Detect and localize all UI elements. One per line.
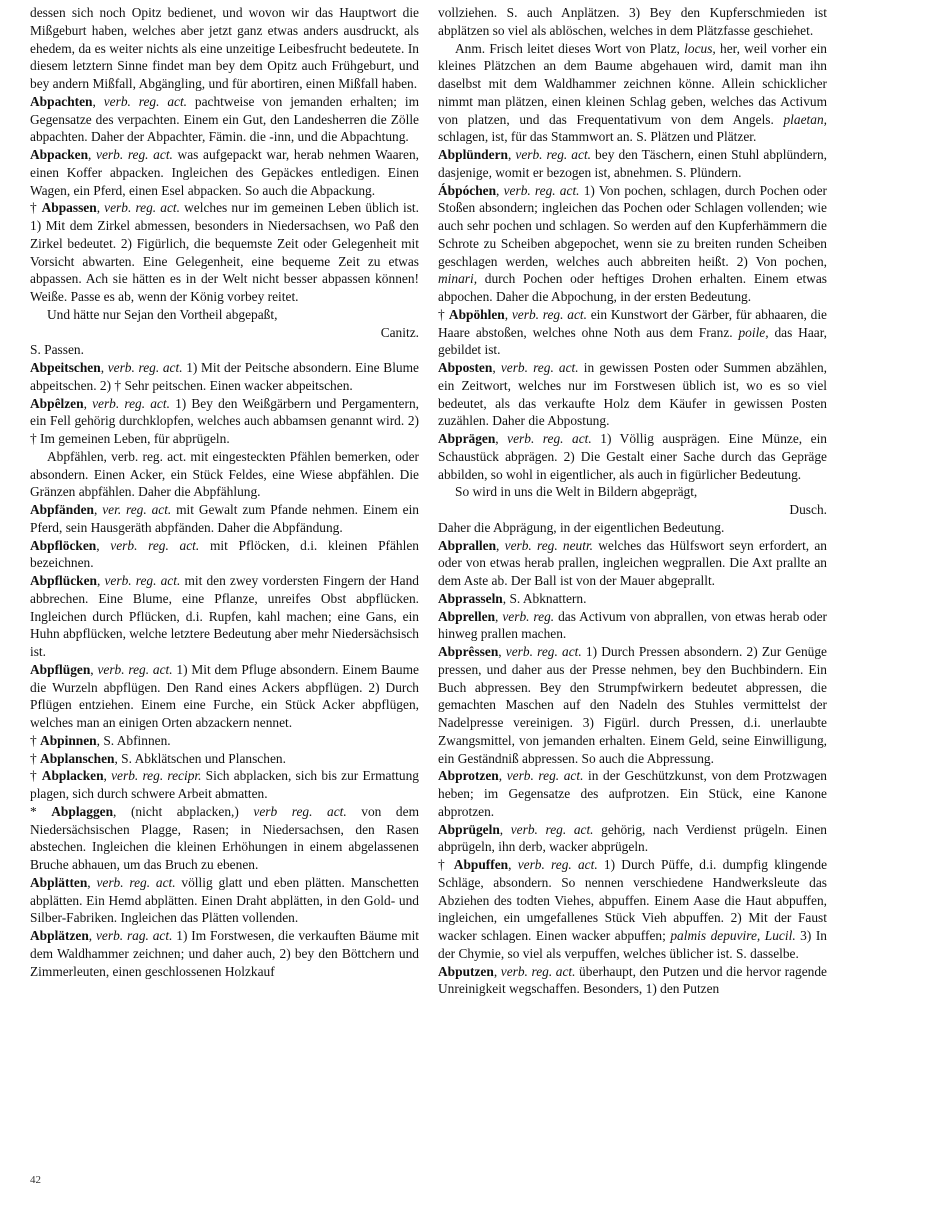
- entry-text: , S. Abknattern.: [502, 590, 587, 606]
- dictionary-entry: [438, 306, 827, 359]
- dictionary-entry: [30, 448, 419, 501]
- dictionary-entry: [30, 395, 419, 448]
- headword: Abprotzen: [438, 768, 499, 784]
- headword: Abprallen: [438, 537, 497, 553]
- dictionary-entry: [30, 146, 419, 199]
- headword: Abpöhlen: [448, 306, 505, 322]
- entry-text: ein Kunstwort der Gärber, für abhaaren, die Haare abstoßen, welches ohne Noth aus dem Franz.: [438, 306, 827, 340]
- entry-text: †: [30, 750, 41, 766]
- entry-text: von dem Niedersächsischen Plagge, Rasen; in Niedersachsen, den Rasen abstechen. Ingleichen die kleinen Erhöhungen in einem abgelassenen Bruche abhauen, um das Bruch zu ebenen.: [30, 803, 419, 872]
- right-column: [438, 4, 827, 998]
- headword: Abprägen: [438, 431, 496, 446]
- entry-text: bey den Täschern, einen Stuhl abplündern, dasjenige, womit er bezogen ist, abnehmen. S. Plündern.: [438, 147, 827, 180]
- grammar-label: verb. reg. act.: [104, 200, 180, 216]
- dictionary-entry: [438, 821, 827, 857]
- entry-text: Canitz.: [380, 324, 419, 340]
- entry-text: †: [438, 306, 449, 322]
- entry-text: ,: [492, 360, 501, 375]
- grammar-label: palmis depuvire, Lucil.: [670, 928, 796, 943]
- entry-text: mit Gewalt zum Pfande nehmen. Einem ein Pferd, sein Hausgeräth abpfänden. Daher die Abpfändung.: [30, 502, 419, 535]
- headword: Abprügeln: [438, 821, 500, 837]
- entry-text: 1) Bey den Weißgärbern und Pergamentern, ein Fell gehörig durchklopfen, welches auch abbamsen genannt wird. 2) † Im gemeinen Leben, für abprügeln.: [30, 395, 419, 446]
- grammar-label: verb. reg. act.: [500, 963, 576, 979]
- grammar-label: verb. reg. act.: [507, 431, 592, 446]
- entry-text: ,: [493, 963, 501, 979]
- grammar-label: verb. reg. act.: [515, 147, 592, 162]
- headword: Abpêlzen: [30, 395, 84, 411]
- dictionary-entry: [438, 40, 827, 147]
- dictionary-entry: [30, 750, 419, 768]
- headword: Abpachten: [30, 93, 93, 109]
- dictionary-entry: [30, 501, 419, 537]
- entry-text: 1) Durch Püffe, d.i. dumpfig klingende Schläge, absondern. So nennen verschiedene Handwerksleute das Abziehen des todten Viehes, abpuffen. Einem Aase die Haut abpuffen, ingleichen, ein umgefallenes Stück Vieh abpuffen. 2) Mit der Faust wacker schlagen. Einen wacker abpuffen;: [438, 857, 828, 943]
- entry-text: ,: [103, 768, 112, 784]
- entry-text: mit Pflöcken, d.i. kleinen Pfählen bezeichnen.: [30, 537, 419, 571]
- entry-text: Daher die Abprägung, in der eigentlichen Bedeutung.: [438, 519, 725, 535]
- entry-text: 1) Mit dem Pfluge absondern. Einem Baume die Wurzeln abpflügen. Den Rand eines Ackers abpflügen. 2) Durch Pflügen entziehen. Einem eine Furche, ein Stück Acker abpflügen, welches man an einigen Orten abzackern nennet.: [30, 661, 419, 730]
- headword: Abplätzen: [30, 928, 89, 943]
- entry-text: ,: [88, 928, 96, 943]
- entry-text: ,: [496, 537, 505, 553]
- entry-text: , S. Abklätschen und Planschen.: [114, 750, 286, 766]
- entry-text: vollziehen. S. auch Anplätzen. 3) Bey den Kupferschmieden ist abplätzen so viel als ablöschen, welches in dem Plätzfasse geschiehet.: [438, 5, 827, 38]
- entry-text: , (nicht abplacken,): [113, 803, 254, 819]
- headword: Abprellen: [438, 608, 496, 624]
- dictionary-entry: [30, 4, 419, 93]
- entry-text: pachtweise von jemanden erhalten; im Gegensatze des verpachten. Einem ein Gut, den Landesherren die Zölle abpachten. Daher der Abpachter, Fämin. die -inn, und die Abpachtung.: [30, 93, 419, 145]
- dictionary-entry: [30, 93, 419, 146]
- dictionary-entry: [438, 767, 827, 820]
- grammar-label: verb. reg. act.: [104, 573, 181, 588]
- grammar-label: verb. reg. act.: [103, 93, 188, 109]
- grammar-label: verb. reg. act.: [510, 821, 594, 837]
- dictionary-entry: [438, 182, 827, 306]
- headword: Abpflöcken: [30, 537, 97, 553]
- entry-text: S. Passen.: [30, 342, 84, 358]
- entry-text: durch Pochen oder heftiges Drohen erhalten. Einem etwas abpochen. Daher die Abpochung, in der ersten Bedeutung.: [438, 271, 827, 304]
- grammar-label: ver. reg. act.: [102, 502, 172, 517]
- grammar-label: verb. reg. act.: [107, 360, 183, 375]
- dictionary-entry: [438, 483, 827, 501]
- entry-text: überhaupt, den Putzen und die hervor ragende Unreinigkeit wegschaffen. Besonders, 1) den Putzen: [438, 963, 827, 997]
- entry-text: mit den zwey vordersten Fingern der Hand abbrechen. Eine Blume, eine Pflanze, unreifes Obst abpflücken. Ingleichen durch Pflücken, d.i. Rupfen, kahl machen; eine Gans, ein Huhn abpflücken, welche letztere Bedeutung aber mehr Niedersächsisch ist.: [30, 573, 419, 659]
- headword: Abplätten: [30, 874, 88, 890]
- dictionary-entry: [438, 359, 827, 430]
- entry-text: ,: [94, 502, 103, 517]
- grammar-label: verb. rag. act.: [95, 928, 173, 943]
- dictionary-entry: [438, 963, 827, 999]
- headword: Abplaggen: [51, 803, 114, 819]
- headword: Abprêssen: [438, 644, 499, 659]
- entry-text: 1) Durch Pressen absondern. 2) Zur Genüge pressen, und daher aus der Presse nehmen, bey den Buchbindern. Ein Buch abpressen. Bey den Strumpfwirkern bedeutet abpressen, die gemachten Maschen auf den Nadeln des Stuhles vermittelst der Nadelpresse vereinigen. 3) Figürl. durch Pressen, d.i. unerlaubte Zwangsmittel, von jemanden erhalten. Einem Geld, seine Einwilligung, ein Geständniß abpressen. So auch die Abpressung.: [438, 644, 827, 766]
- headword: Abpflücken: [30, 573, 97, 588]
- dictionary-entry: [438, 643, 827, 767]
- grammar-label: locus,: [684, 40, 716, 56]
- entry-text: her, weil vorher ein kleines Plätzchen an dem Baume abgehauen wird, damit man ihn daselbst mit dem Waldhammer zeichnen könne. Allein schicklicher nimmt man plätzen, einen kleinen Schlag geben, welches das Activum von platzen, und das Frequentativum von dem Angels.: [438, 40, 827, 127]
- entry-text: dessen sich noch Opitz bedienet, und wovon wir das Hauptwort die Mißgeburt haben, welches aber jetzt ganz etwas anders ausdruckt, als ehedem, da es weiter nichts als eine unzeitige Leibesfrucht bedeutete. In diesem letztern Sinne findet man bey dem Opitz auch Frühgeburt, und bey andern Mißfall, Abgängling, und für abortiren, einen Mißfall haben.: [30, 5, 419, 91]
- entry-text: ,: [498, 768, 507, 784]
- grammar-label: verb. reg. act.: [97, 661, 173, 677]
- headword: Abpfänden: [30, 502, 95, 517]
- dictionary-entry: [438, 608, 827, 644]
- entry-text: ,: [96, 537, 111, 553]
- grammar-label: verb. reg. act.: [500, 360, 579, 375]
- entry-text: ,: [87, 874, 97, 890]
- dictionary-entry: [30, 341, 419, 359]
- entry-text: Anm. Frisch leitet dieses Wort von Platz,: [455, 40, 685, 56]
- entry-text: 1) Mit der Peitsche absondern. Eine Blume abpeitschen. 2) † Sehr peitschen. Einen wacker abpeitschen.: [30, 360, 419, 393]
- dictionary-entry: [30, 572, 419, 661]
- dictionary-entry: [438, 537, 827, 590]
- grammar-label: verb. reg.: [502, 608, 555, 624]
- entry-text: Abpfählen, verb. reg. act. mit eingesteckten Pfählen bemerken, oder absondern. Einen Acker, ein Stück Feldes, eine Wiese abpfählen. Die Gränzen abpfählen. Daher die Abpfählung.: [30, 448, 419, 500]
- headword: Abplacken: [41, 768, 104, 784]
- grammar-label: minari,: [438, 271, 478, 287]
- entry-text: 1) Von pochen, schlagen, durch Pochen oder Stoßen absondern; ingleichen das Pochen oder Schlagen vollenden; wie auch sehr pochen und schlagen. So werden auf den Kupferhämmern die Schrote zu Scheiben abgepochet, wenn sie zu breiten runden Scheiben geschlagen werden, welches auch abbreiten heißt. 2) Von pochen,: [438, 182, 828, 269]
- dictionary-entry: [438, 519, 827, 537]
- headword: Ábpóchen: [438, 182, 497, 198]
- entry-text: ,: [96, 573, 105, 588]
- dictionary-entry: [30, 732, 419, 750]
- left-column: [30, 4, 419, 980]
- entry-text: †: [30, 732, 41, 748]
- headword: Abpinnen: [40, 732, 97, 748]
- entry-text: ,: [495, 431, 508, 446]
- entry-text: ,: [88, 147, 97, 162]
- grammar-label: verb. reg. act.: [92, 395, 170, 411]
- entry-text: Sich abplacken, sich bis zur Ermattung plagen, sich durch schwere Arbeit abmatten.: [30, 768, 419, 801]
- headword: Abpuffen: [453, 857, 509, 872]
- entry-text: in der Geschützkunst, von dem Protzwagen heben; im Gegensatze des aufprotzen. Ein Stück, eine Kanone abprotzen.: [438, 768, 827, 819]
- grammar-label: verb reg. act.: [253, 803, 347, 819]
- entry-text: So wird in uns die Welt in Bildern abgeprägt,: [455, 484, 698, 500]
- entry-text: das Activum von abprallen, von etwas herab oder hinweg prallen machen.: [438, 608, 827, 642]
- entry-text: völlig glatt und eben plätten. Manschetten abplätten. Ein Hemd abplätten. Einen Draht abplätten, in den Gold- und Silber-Fabriken. Ingleichen das Plätten vollenden.: [30, 874, 420, 926]
- dictionary-entry: [30, 803, 419, 874]
- entry-text: in gewissen Posten oder Summen abzählen, ein Zeitwort, welches nur im Forstwesen üblich ist, wo es so viel bedeutet, als das verkaufte Holz dem Käufer in gewissen Posten zuzählen. Daher die Abpostung.: [438, 360, 827, 429]
- dictionary-entry: [438, 146, 827, 182]
- entry-text: 1) Im Forstwesen, die verkauften Bäume mit dem Waldhammer zeichnen; und daher auch, 2) bey den Böttchern und Zimmerleuten, einen geschlossenen Holzkauf: [30, 928, 420, 979]
- entry-text: ,: [508, 857, 518, 872]
- entry-text: das Haar, gebildet ist.: [438, 324, 827, 358]
- entry-text: ,: [100, 360, 108, 375]
- entry-text: ,: [499, 821, 511, 837]
- headword: Abplündern: [438, 147, 508, 162]
- grammar-label: verb. reg. neutr.: [504, 537, 594, 553]
- grammar-label: poile,: [738, 324, 769, 340]
- grammar-label: plaetan,: [783, 111, 827, 127]
- dictionary-entry: [30, 199, 419, 306]
- entry-text: †: [438, 857, 454, 872]
- grammar-label: verb. reg. act.: [517, 857, 598, 872]
- headword: Abpeitschen: [30, 360, 101, 375]
- headword: Abputzen: [438, 963, 494, 979]
- entry-text: 1) Völlig ausprägen. Eine Münze, ein Schaustück abprägen. 2) Die Gestalt einer Sache durch das Gepräge abbilden, so wohl in eigentlicher, als auch in figürlicher Bedeutung.: [438, 431, 827, 482]
- grammar-label: verb. reg. act.: [506, 768, 584, 784]
- entry-text: Dusch.: [789, 502, 827, 517]
- dictionary-entry: [30, 324, 419, 342]
- entry-text: ,: [90, 661, 98, 677]
- headword: Abpacken: [30, 147, 89, 162]
- entry-text: ,: [498, 644, 506, 659]
- entry-text: gehörig, nach Verdienst prügeln. Einen abprügeln, ihn derb, wacker abprügeln.: [438, 821, 827, 855]
- entry-text: ,: [495, 608, 503, 624]
- entry-text: *: [30, 803, 52, 819]
- headword: Abprasseln: [438, 590, 503, 606]
- dictionary-entry: [30, 767, 419, 803]
- dictionary-entry: [438, 501, 827, 519]
- entry-text: Und hätte nur Sejan den Vortheil abgepaßt,: [47, 306, 278, 322]
- dictionary-entry: [30, 537, 419, 573]
- dictionary-entry: [30, 874, 419, 927]
- grammar-label: verb. reg. act.: [505, 644, 582, 659]
- entry-text: was aufgepackt war, herab nehmen Waaren, einen Koffer abpacken. Ingleichen des Gepäckes entledigen. Einen Wagen, ein Pferd, einen Esel abpacken. So auch die Abpackung.: [30, 147, 419, 198]
- headword: Abpflügen: [30, 661, 91, 677]
- dictionary-entry: [30, 306, 419, 324]
- grammar-label: verb. reg. act.: [96, 874, 176, 890]
- dictionary-entry: [30, 359, 419, 395]
- entry-text: ,: [96, 200, 105, 216]
- headword: Abplanschen: [40, 750, 115, 766]
- entry-text: ,: [496, 182, 504, 198]
- entry-text: , S. Abfinnen.: [96, 732, 171, 748]
- grammar-label: verb. reg. recipr.: [111, 768, 202, 784]
- grammar-label: verb. reg. act.: [110, 537, 200, 553]
- dictionary-entry: [438, 856, 827, 963]
- entry-text: ,: [507, 147, 516, 162]
- dictionary-entry: [30, 661, 419, 732]
- headword: Abpassen: [41, 200, 97, 216]
- entry-text: ,: [92, 93, 104, 109]
- entry-text: welches nur im gemeinen Leben üblich ist. 1) Mit dem Zirkel abmessen, besonders in Niedersachsen, wo Paß den Zirkel bedeutet. 2) Figürlich, die bequemste Zeit oder Gelegenheit mit Vorsicht abwarten. Eine Gelegenheit, eine bequeme Zeit zu etwas abpassen. Ach sie hätten es in der Welt nicht besser abpassen können! Weiße. Passe es ab, wenn der König vorbey reitet.: [30, 200, 419, 304]
- grammar-label: verb. reg. act.: [503, 182, 580, 198]
- grammar-label: verb. reg. act.: [511, 306, 587, 322]
- entry-text: schlagen, ist, für das Stammwort an. S. Plätzen und Plätzer.: [438, 129, 757, 145]
- entry-text: 3) In der Chymie, so viel als verpuffen, welches üblicher ist. S. dasselbe.: [438, 928, 827, 961]
- entry-text: †: [30, 768, 42, 784]
- page-number: 42: [30, 1174, 41, 1186]
- entry-text: ,: [83, 395, 93, 411]
- dictionary-entry: [438, 590, 827, 608]
- dictionary-entry: [30, 927, 419, 980]
- dictionary-entry: [438, 430, 827, 483]
- dictionary-entry: [438, 4, 827, 40]
- entry-text: †: [30, 200, 42, 216]
- grammar-label: verb. reg. act.: [96, 147, 173, 162]
- entry-text: ,: [504, 306, 512, 322]
- entry-text: welches das Hülfswort seyn erfordert, an oder von etwas herab prallen, ingleichen wegprallen. Die Axt prallte an dem Aste ab. Der Ball ist von der Mauer abgeprallt.: [438, 537, 828, 588]
- headword: Abposten: [438, 360, 493, 375]
